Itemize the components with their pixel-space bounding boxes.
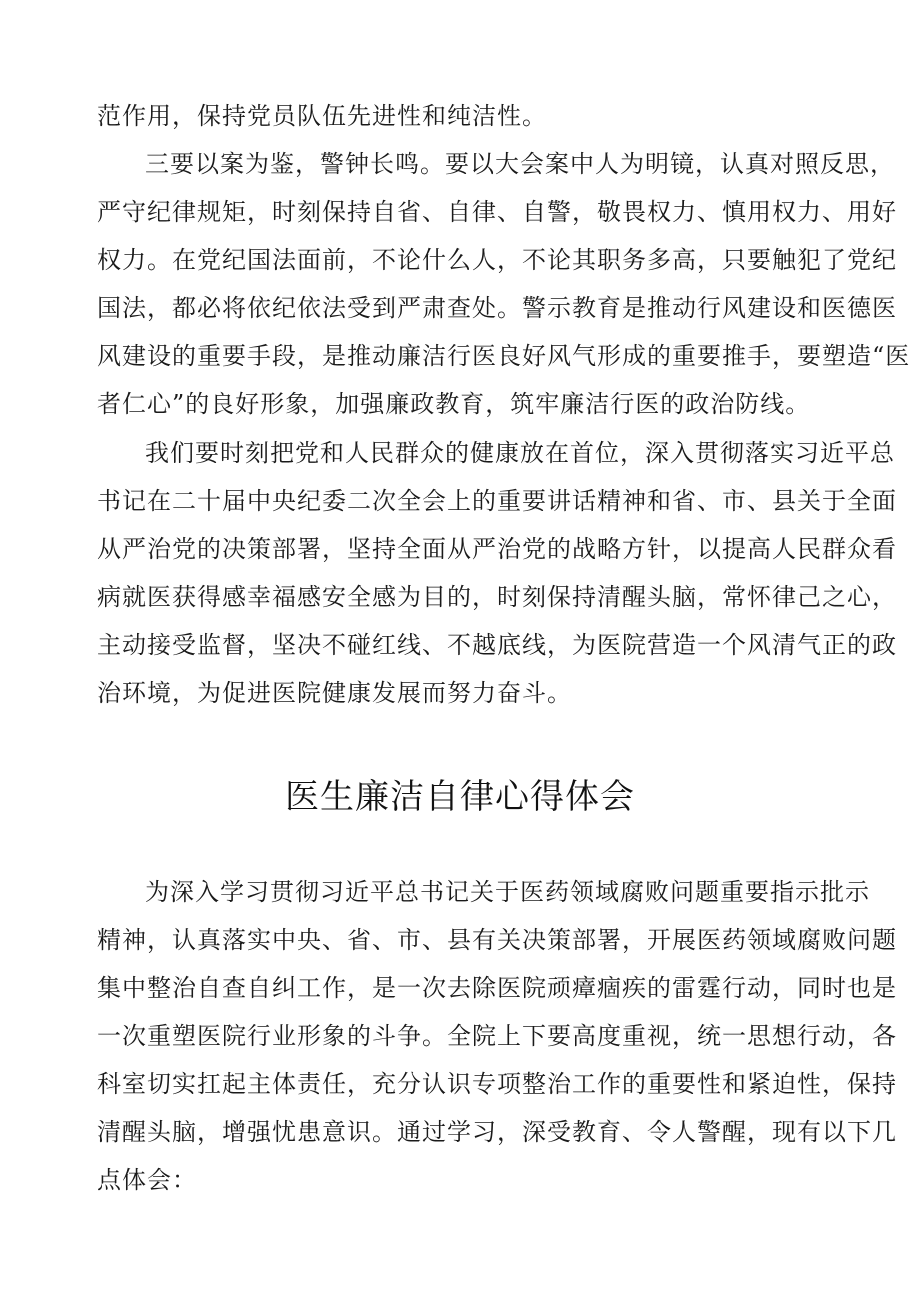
document-title: 医生廉洁自律心得体会 [285, 777, 635, 817]
paragraph-line: 书记在二十届中央纪委二次全会上的重要讲话精神和省、市、县关于全面 [97, 487, 897, 515]
paragraph-line: 病就医获得感幸福感安全感为目的，时刻保持清醒头脑，常怀律己之心， [97, 583, 897, 611]
paragraph-line: 我们要时刻把党和人民群众的健康放在首位，深入贯彻落实习近平总 [145, 439, 895, 467]
paragraph-line: 集中整治自查自纠工作，是一次去除医院顽瘴痼疾的雷霆行动，同时也是 [97, 974, 897, 1002]
paragraph-line: 国法，都必将依纪依法受到严肃查处。警示教育是推动行风建设和医德医 [97, 294, 897, 322]
paragraph-line: 科室切实扛起主体责任，充分认识专项整治工作的重要性和紧迫性，保持 [97, 1070, 897, 1098]
paragraph-line: 者仁心”的良好形象，加强廉政教育，筑牢廉洁行医的政治防线。 [97, 390, 811, 418]
paragraph-line: 为深入学习贯彻习近平总书记关于医药领域腐败问题重要指示批示 [145, 878, 870, 906]
paragraph-line: 点体会： [97, 1166, 197, 1194]
paragraph-line: 主动接受监督，坚决不碰红线、不越底线，为医院营造一个风清气正的政 [97, 631, 897, 659]
paragraph-line: 精神，认真落实中央、省、市、县有关决策部署，开展医药领域腐败问题 [97, 926, 897, 954]
paragraph-line: 清醒头脑，增强忧患意识。通过学习，深受教育、令人警醒，现有以下几 [97, 1118, 897, 1146]
paragraph-line: 范作用，保持党员队伍先进性和纯洁性。 [97, 102, 547, 130]
paragraph-line: 一次重塑医院行业形象的斗争。全院上下要高度重视，统一思想行动，各 [97, 1022, 897, 1050]
paragraph-line: 权力。在党纪国法面前，不论什么人，不论其职务多高，只要触犯了党纪 [97, 246, 897, 274]
paragraph-line: 治环境，为促进医院健康发展而努力奋斗。 [97, 679, 572, 707]
paragraph-line: 风建设的重要手段，是推动廉洁行医良好风气形成的重要推手，要塑造“医 [97, 342, 911, 370]
paragraph-line: 从严治党的决策部署，坚持全面从严治党的战略方针，以提高人民群众看 [97, 535, 897, 563]
paragraph-line: 三要以案为鉴，警钟长鸣。要以大会案中人为明镜，认真对照反思， [145, 150, 895, 178]
paragraph-line: 严守纪律规矩，时刻保持自省、自律、自警，敬畏权力、慎用权力、用好 [97, 198, 897, 226]
